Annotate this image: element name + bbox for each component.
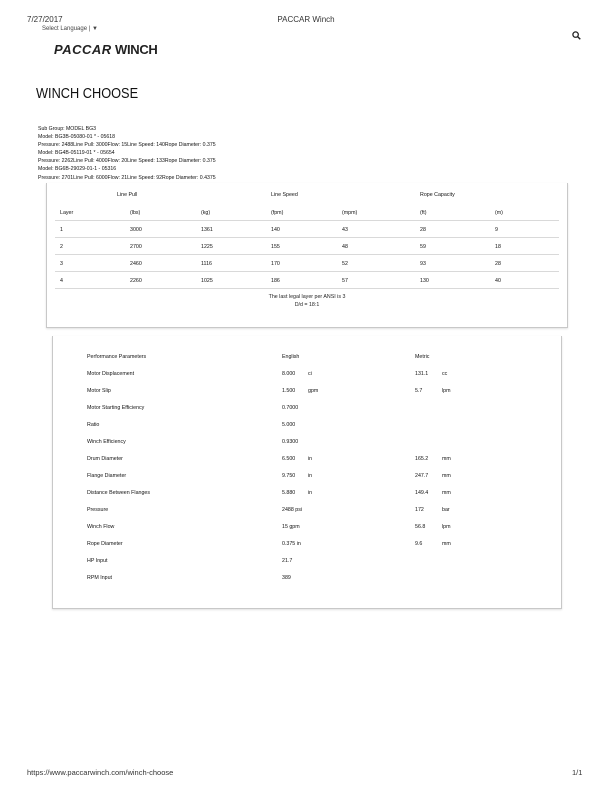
perf-param-name: Motor Starting Efficiency	[87, 405, 145, 411]
perf-param-value: mm	[442, 490, 451, 496]
chevron-down-icon: ▼	[91, 26, 98, 32]
perf-param-value: 131.1	[415, 371, 429, 377]
row-divider	[55, 237, 559, 238]
perf-param-value: 172	[415, 507, 424, 513]
column-header: (mpm)	[342, 210, 358, 216]
table-cell: 28	[495, 261, 501, 267]
perf-param-value: lpm	[442, 524, 451, 530]
row-divider	[55, 220, 559, 221]
perf-param-name: Rope Diameter	[87, 541, 123, 547]
perf-param-value: ci	[308, 371, 312, 377]
perf-param-value: cc	[442, 371, 448, 377]
column-header: (fpm)	[271, 210, 284, 216]
table-cell: 1116	[201, 261, 212, 267]
table-cell: 18	[495, 244, 501, 250]
group-header-rope-capacity: Rope Capacity	[420, 192, 455, 198]
perf-param-value: 0.375 in	[282, 541, 301, 547]
table-cell: 1361	[201, 227, 213, 233]
info-line: Model: BG4B-05119-01 * - 05654	[38, 150, 115, 157]
info-line: Sub Group: MODEL BG3	[38, 126, 97, 132]
perf-param-value: 2488 psi	[282, 507, 303, 513]
perf-param-value: 21.7	[282, 558, 293, 564]
table-cell: 48	[342, 244, 348, 250]
ansi-note: The last legal layer per ANSI is 3	[268, 294, 346, 300]
table-cell: 4	[60, 278, 63, 284]
perf-param-value: 15 gpm	[282, 524, 300, 530]
table-cell: 2260	[130, 278, 142, 284]
info-line: Pressure: 2488Line Pull: 3000Flow: 15Line Speed: 140Rope Diameter: 0.375	[38, 142, 216, 149]
table-cell: 1	[60, 227, 63, 233]
language-selector-label: Select Language	[42, 26, 88, 32]
perf-param-value: 247.7	[415, 473, 429, 479]
table-cell: 40	[495, 278, 501, 284]
perf-param-value: 389	[282, 575, 291, 581]
perf-param-value: 0.7000	[282, 405, 299, 411]
column-header: Layer	[60, 210, 74, 216]
perf-param-value: 5.880	[282, 490, 296, 496]
perf-param-value: mm	[442, 473, 451, 479]
group-header-line-pull: Line Pull	[117, 192, 138, 198]
perf-param-value: bar	[442, 507, 450, 513]
perf-param-value: 5.7	[415, 388, 423, 394]
language-selector[interactable]	[42, 26, 98, 32]
info-line: Model: BG3B-05080-01 * - 05618	[38, 134, 115, 141]
table-cell: 52	[342, 261, 348, 267]
info-line: Model: BG6B-29029-01-1 - 05316	[38, 166, 117, 173]
perf-param-name: Motor Slip	[87, 388, 111, 394]
perf-header-params: Performance Parameters	[87, 354, 147, 360]
perf-param-value: 9.750	[282, 473, 296, 479]
perf-header-english: English	[282, 354, 300, 360]
ratio-note: D/d = 18:1	[294, 302, 320, 308]
row-divider	[55, 254, 559, 255]
column-header: (lbs)	[130, 210, 141, 216]
info-line: Pressure: 2262Line Pull: 4000Flow: 20Line Speed: 133Rope Diameter: 0.375	[38, 158, 216, 165]
perf-param-value: lpm	[442, 388, 451, 394]
print-page-title: PACCAR Winch	[277, 15, 335, 24]
perf-param-name: HP Input	[87, 558, 108, 564]
table-cell: 186	[271, 278, 280, 284]
perf-param-value: 6.500	[282, 456, 296, 462]
model-info	[38, 125, 216, 182]
table-cell: 3000	[130, 227, 142, 233]
perf-param-name: Winch Efficiency	[87, 439, 126, 445]
table-cell: 43	[342, 227, 348, 233]
table-cell: 9	[495, 227, 498, 233]
column-header: (ft)	[420, 210, 427, 216]
group-header-line-speed: Line Speed	[271, 192, 298, 198]
row-divider	[55, 288, 559, 289]
perf-param-name: Motor Displacement	[87, 371, 135, 377]
logo-brand: PACCAR	[54, 42, 112, 57]
page-title: WINCH CHOOSE	[36, 86, 139, 102]
perf-header-metric: Metric	[415, 354, 430, 360]
perf-param-value: 149.4	[415, 490, 429, 496]
perf-param-name: Drum Diameter	[87, 456, 123, 462]
perf-param-name: Winch Flow	[87, 524, 115, 530]
table-cell: 57	[342, 278, 348, 284]
info-line: Pressure: 2701Line Pull: 6000Flow: 21Line Speed: 92Rope Diameter: 0.4375	[38, 174, 216, 181]
row-divider	[55, 271, 559, 272]
perf-param-value: 8.000	[282, 371, 296, 377]
logo-product: WINCH	[111, 42, 158, 57]
table-cell: 1025	[201, 278, 213, 284]
table-cell: 1225	[201, 244, 213, 250]
table-cell: 2	[60, 244, 63, 250]
perf-param-name: RPM Input	[87, 575, 113, 581]
perf-param-value: gpm	[308, 388, 319, 394]
perf-param-value: mm	[442, 541, 451, 547]
language-separator: |	[88, 26, 91, 32]
performance-table	[52, 336, 562, 609]
perf-param-value: 56.8	[415, 524, 426, 530]
table-cell: 155	[271, 244, 280, 250]
search-icon[interactable]	[572, 31, 581, 40]
perf-param-value: 9.6	[415, 541, 423, 547]
perf-param-name: Ratio	[87, 422, 100, 428]
print-date: 7/27/2017	[27, 15, 63, 24]
table-cell: 59	[420, 244, 426, 250]
perf-param-value: mm	[442, 456, 451, 462]
table-cell: 93	[420, 261, 426, 267]
perf-param-value: 165.2	[415, 456, 429, 462]
table-cell: 170	[271, 261, 280, 267]
paccar-winch-logo[interactable]	[54, 42, 158, 57]
print-page-number: 1/1	[572, 768, 583, 777]
table-cell: 130	[420, 278, 429, 284]
table-cell: 28	[420, 227, 426, 233]
perf-param-name: Flange Diameter	[87, 473, 127, 479]
column-header: (kg)	[201, 210, 211, 216]
perf-param-value: in	[308, 473, 313, 479]
table-cell: 140	[271, 227, 280, 233]
table-cell: 2700	[130, 244, 142, 250]
column-header: (m)	[495, 210, 503, 216]
table-cell: 3	[60, 261, 63, 267]
print-url: https://www.paccarwinch.com/winch-choose	[27, 768, 174, 777]
perf-param-value: in	[308, 490, 313, 496]
perf-param-value: 5.000	[282, 422, 296, 428]
perf-param-value: 1.500	[282, 388, 296, 394]
perf-param-name: Pressure	[87, 507, 109, 513]
table-cell: 2460	[130, 261, 142, 267]
perf-param-name: Distance Between Flanges	[87, 490, 151, 496]
layer-table	[46, 183, 568, 328]
perf-param-value: 0.9300	[282, 439, 299, 445]
perf-param-value: in	[308, 456, 313, 462]
